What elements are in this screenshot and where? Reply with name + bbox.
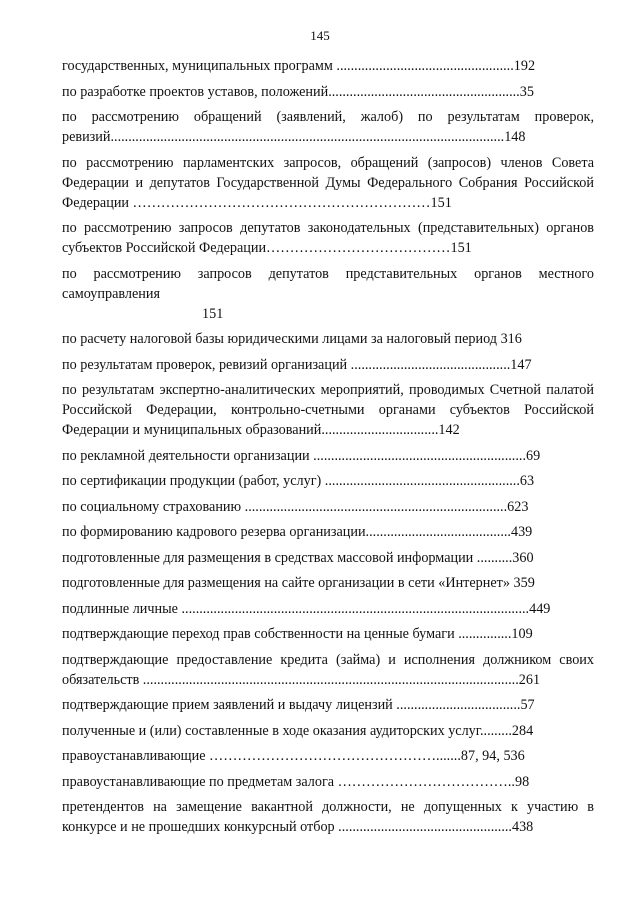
entry-text: подтверждающие прием заявлений и выдачу лицензий ................................... (62, 697, 521, 713)
index-entry (62, 264, 594, 324)
entry-page-ref: 151 (430, 194, 452, 211)
index-entry (62, 329, 594, 349)
entry-text: по социальному страхованию .......................................................................... (62, 498, 508, 515)
entry-page-ref: 87, 94, 536 (460, 748, 525, 764)
index-list (62, 56, 594, 843)
index-entry (62, 153, 594, 213)
entry-page-ref: 623 (507, 498, 529, 515)
index-entry (62, 695, 594, 715)
index-entry (62, 548, 594, 568)
entry-page-ref: 151 (450, 240, 472, 256)
entry-page-ref: 35 (519, 83, 534, 100)
entry-page-ref: 360 (512, 549, 534, 566)
entry-text: по формированию кадрового резерва организации......................................... (62, 524, 511, 540)
entry-page-ref: 359 (513, 575, 535, 591)
entry-page-ref: 449 (529, 600, 551, 617)
index-entry (62, 82, 594, 102)
entry-text: подготовленные для размещения в средствах массовой информации .......... (62, 549, 513, 566)
index-entry (62, 573, 594, 593)
entry-text: государственных, муниципальных программ .................................................. (62, 58, 514, 74)
index-entry (62, 107, 594, 147)
index-entry (62, 599, 594, 619)
entry-page-ref: 142 (438, 422, 460, 438)
entry-text: правоустанавливающие по предметам залога ……………………………….. (62, 773, 515, 790)
entry-text: полученные и (или) составленные в ходе оказания аудиторских услуг......... (62, 722, 512, 739)
entry-text: правоустанавливающие …………………………………………....... (62, 748, 461, 764)
entry-page-ref: 316 (500, 331, 522, 347)
index-entry (62, 218, 594, 258)
entry-text: по результатам экспертно-аналитических мероприятий, проводимых Счетной палатой Российской Федерации, контрольно-счетными органами субъектов Российской Федерации и муниципальных образований................................. (62, 382, 594, 438)
entry-page-ref: 261 (518, 671, 541, 688)
entry-page-ref: 439 (510, 524, 533, 540)
entry-text: по рассмотрению обращений (заявлений, жалоб) по результатам проверок, ревизий............................................................................................................... (62, 109, 594, 145)
index-entry (62, 522, 594, 542)
entry-text: по расчету налоговой базы юридическими лицами за налоговый период (62, 331, 498, 347)
entry-text: подлинные личные .................................................................................................. (62, 600, 530, 617)
index-entry (62, 772, 594, 792)
index-entry (62, 355, 594, 375)
index-entry (62, 380, 594, 440)
index-entry (62, 746, 594, 766)
entry-text: по рассмотрению запросов депутатов законодательных (представительных) органов субъектов Российской Федерации………………………………… (62, 220, 594, 256)
index-entry (62, 471, 594, 491)
entry-text: по разработке проектов уставов, положений...................................................... (62, 83, 520, 100)
index-entry (62, 650, 594, 690)
entry-text: по результатам проверок, ревизий организаций ............................................. (62, 356, 511, 373)
entry-text: подтверждающие переход прав собственности на ценные бумаги ............... (62, 626, 512, 642)
index-entry (62, 497, 594, 517)
entry-text: подтверждающие предоставление кредита (займа) и исполнения должником своих обязательств .......................................................................................................... (62, 651, 594, 688)
entry-text: по сертификации продукции (работ, услуг) ....................................................... (62, 473, 520, 489)
index-entry (62, 446, 594, 466)
entry-page-ref: 69 (526, 447, 541, 464)
entry-page-ref: 57 (520, 697, 535, 713)
entry-page-ref: 151 (202, 305, 224, 322)
index-entry (62, 624, 594, 644)
index-entry (62, 56, 594, 76)
index-entry (62, 721, 594, 741)
entry-page-ref: 147 (510, 356, 532, 373)
entry-text: претендентов на замещение вакантной должности, не допущенных к участию в конкурсе и не прошедших конкурсный отбор ................................................. (62, 799, 594, 835)
entry-page-ref: 98 (514, 773, 530, 790)
entry-page-ref: 109 (511, 626, 533, 642)
page-number: 145 (310, 28, 330, 43)
entry-text: подготовленные для размещения на сайте организации в сети «Интернет» (62, 575, 510, 591)
entry-page-ref: 148 (504, 129, 526, 145)
entry-text: по рекламной деятельности организации ............................................................ (62, 447, 526, 464)
entry-text: по рассмотрению запросов депутатов представительных органов местного самоуправления (62, 265, 594, 302)
entry-page-ref: 284 (511, 722, 534, 739)
index-entry (62, 797, 594, 837)
entry-text: по рассмотрению парламентских запросов, обращений (запросов) членов Совета Федерации и депутатов Государственной Думы Федерального Собрания Российской Федерации ……………………………………………………… (62, 154, 594, 211)
entry-page-ref: 192 (513, 58, 536, 74)
entry-page-ref: 438 (511, 819, 534, 835)
entry-page-ref: 63 (519, 473, 535, 489)
